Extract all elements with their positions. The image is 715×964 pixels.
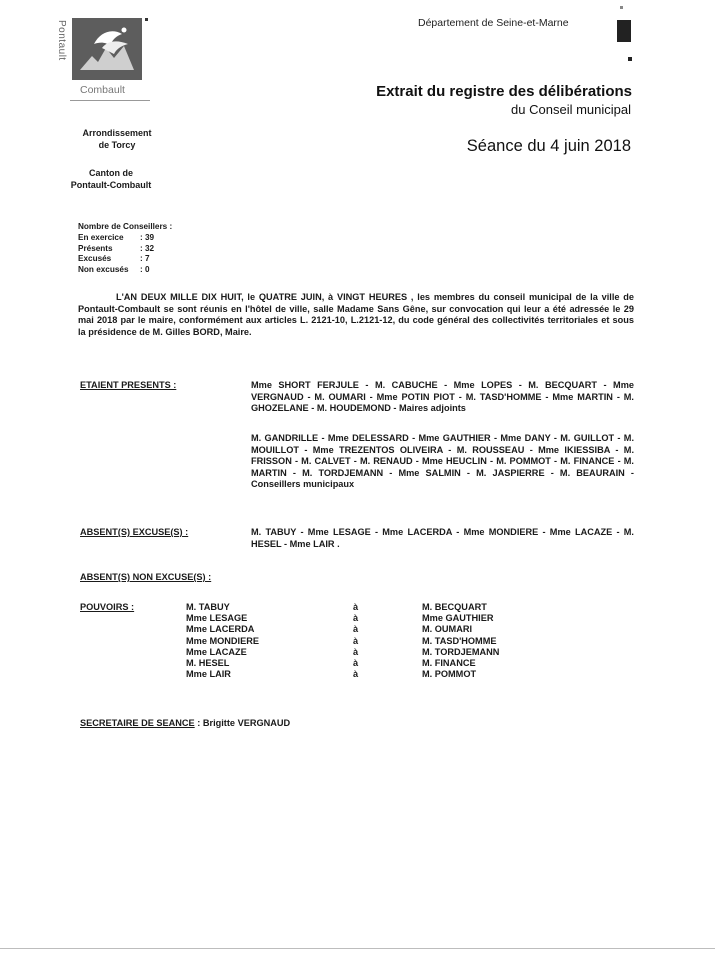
pouvoir-from: M. HESEL xyxy=(186,658,230,669)
corner-mark-block xyxy=(617,20,631,42)
count-row xyxy=(78,254,172,265)
logo-underline xyxy=(70,100,150,101)
count-value: : 39 xyxy=(140,232,155,242)
secretaire-sep: : xyxy=(194,718,203,728)
pouvoir-from: Mme LAIR xyxy=(186,669,231,680)
session-date: Séance du 4 juin 2018 xyxy=(466,137,631,155)
presents-label: ETAIENT PRESENTS : xyxy=(80,380,177,390)
document-subtitle: du Conseil municipal xyxy=(511,102,631,117)
pouvoir-to: Mme GAUTHIER xyxy=(422,613,494,624)
pouvoir-row xyxy=(186,613,582,624)
pouvoir-from: M. TABUY xyxy=(186,602,230,612)
pouvoir-a: à xyxy=(353,613,359,624)
canton xyxy=(50,167,172,191)
pouvoir-to: M. TASD'HOMME xyxy=(422,635,497,646)
pouvoir-row xyxy=(186,602,582,613)
logo-dot xyxy=(145,18,148,21)
presents-conseillers: M. GANDRILLE - Mme DELESSARD - Mme GAUTHIER - Mme DANY - M. GUILLOT - M. MOUILLOT - Mme TREZENTOS OLIVEIRA - M. ROUSSEAU - Mme IKIESSIBA - M. FRISSON - M. CALVET - M. RENAUD - Mme HEUCLIN - M. POMMOT - M. FINANCE - M. MARTIN - M. TORDJEMANN - Mme SALMIN - M. JASPIERRE - M. BEAURAIN - Conseillers municipaux xyxy=(251,433,634,490)
intro-paragraph: L'AN DEUX MILLE DIX HUIT, le QUATRE JUIN, à VINGT HEURES , les membres du conseil municipal de la ville de Pontault-Combault se sont réunis en l'hôtel de ville, salle Madame Sans Gêne, sur convocation qui leur a été adressée le 29 mai 2018 par le maire, conformément aux articles L. 2121-10, L.2121-12, du code général des collectivités territoriales et sous la présidence de M. Gilles BORD, Maire. xyxy=(78,292,634,337)
pouvoir-row xyxy=(186,624,582,635)
non-excuses-label: ABSENT(S) NON EXCUSE(S) : xyxy=(80,572,212,582)
pouvoir-from: Mme LESAGE xyxy=(186,613,248,624)
excuses-list: M. TABUY - Mme LESAGE - Mme LACERDA - Mme MONDIERE - Mme LACAZE - M. HESEL - Mme LAIR . xyxy=(251,527,634,549)
arrondissement-line1: Arrondissement xyxy=(82,128,152,138)
pouvoir-from: Mme LACERDA xyxy=(186,624,255,635)
count-label: Non excusés xyxy=(78,265,129,275)
pouvoir-row xyxy=(186,636,582,647)
page-bottom-edge xyxy=(0,948,715,949)
pouvoir-a: à xyxy=(353,624,359,635)
secretaire-label: SECRETAIRE DE SEANCE xyxy=(80,718,195,728)
secretaire-name: Brigitte VERGNAUD xyxy=(202,718,291,728)
excuses-label: ABSENT(S) EXCUSE(S) : xyxy=(80,527,189,537)
pouvoir-row xyxy=(186,658,582,669)
canton-line2: Pontault-Combault xyxy=(70,180,152,190)
pouvoir-from: Mme LACAZE xyxy=(186,646,247,657)
presents-adjoints: Mme SHORT FERJULE - M. CABUCHE - Mme LOPES - M. BECQUART - Mme VERGNAUD - M. OUMARI - Mme POTIN PIOT - M. TASD'HOMME - Mme MARTIN - M. GHOZELANE - M. HOUDEMOND - Maires adjoints xyxy=(251,380,634,414)
pouvoir-a: à xyxy=(353,602,359,612)
department-name: Département de Seine-et-Marne xyxy=(418,17,569,29)
pouvoir-a: à xyxy=(353,669,359,680)
secretaire-de-seance xyxy=(80,718,290,728)
pouvoir-row xyxy=(186,669,582,680)
pouvoir-a: à xyxy=(353,646,359,657)
pouvoir-to: M. OUMARI xyxy=(422,624,473,635)
count-label: Excusés xyxy=(78,254,112,264)
document-title: Extrait du registre des délibérations xyxy=(376,83,632,100)
councillor-counts xyxy=(78,222,172,276)
corner-mark-dot xyxy=(628,57,632,61)
pouvoirs-table xyxy=(186,602,582,680)
count-value: : 32 xyxy=(140,243,155,253)
count-row xyxy=(78,244,172,255)
logo-name: Combault xyxy=(80,84,125,96)
count-value: : 0 xyxy=(140,265,150,275)
count-row xyxy=(78,233,172,244)
pouvoir-to: M. TORDJEMANN xyxy=(422,646,500,657)
pouvoir-row xyxy=(186,647,582,658)
canton-line1: Canton de xyxy=(89,168,133,178)
count-label: Présents xyxy=(78,243,113,253)
arrondissement xyxy=(62,127,172,151)
city-logo-icon xyxy=(72,18,142,80)
counts-heading: Nombre de Conseillers : xyxy=(78,222,173,231)
pouvoir-to: M. BECQUART xyxy=(422,602,487,612)
pouvoirs-label: POUVOIRS : xyxy=(80,602,135,612)
pouvoir-a: à xyxy=(353,635,359,646)
pouvoir-from: Mme MONDIERE xyxy=(186,635,259,646)
pouvoir-a: à xyxy=(353,658,359,669)
pouvoir-to: M. POMMOT xyxy=(422,669,477,680)
pouvoir-to: M. FINANCE xyxy=(422,658,476,669)
logo-vertical-text: Pontault xyxy=(56,20,67,61)
count-value: : 7 xyxy=(140,254,150,264)
count-label: En exercice xyxy=(78,232,124,242)
corner-mark-small xyxy=(620,6,623,9)
count-row xyxy=(78,265,172,276)
arrondissement-line2: de Torcy xyxy=(98,140,136,150)
